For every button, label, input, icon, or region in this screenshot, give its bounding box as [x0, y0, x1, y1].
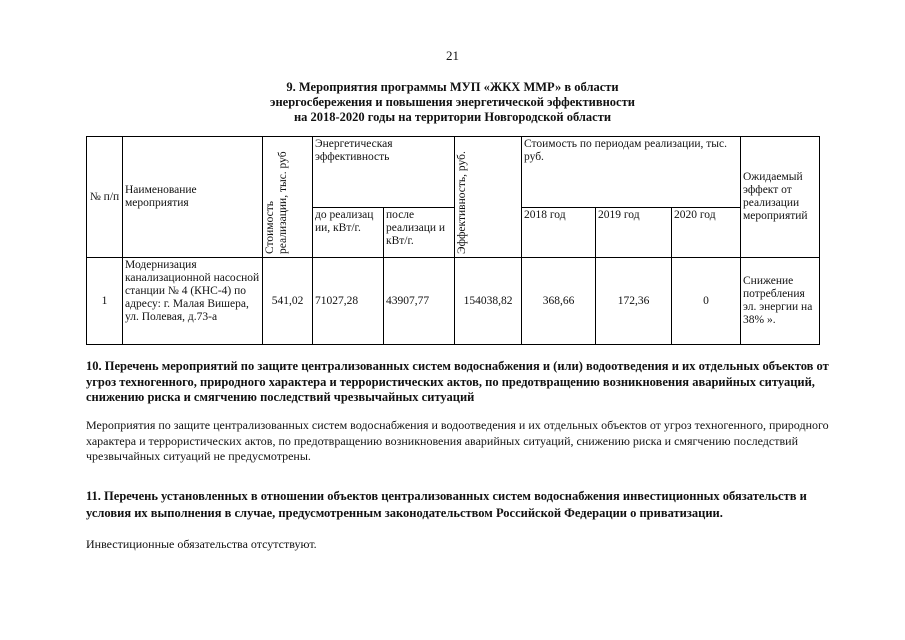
header-efficiency	[455, 137, 522, 258]
header-num: № п/п	[87, 137, 123, 258]
cell-2020: 0	[672, 258, 741, 345]
header-period-cost: Стоимость по периодам реализации, тыс. руб.	[522, 137, 741, 208]
cell-after: 43907,77	[384, 258, 455, 345]
cell-cost: 541,02	[263, 258, 313, 345]
section-9-title	[0, 80, 905, 125]
header-energy: Энергетическая эффективность	[313, 137, 455, 208]
header-cost	[263, 137, 313, 258]
measures-table	[86, 136, 820, 345]
cell-num: 1	[87, 258, 123, 345]
header-cost-text: Стоимость реализации, тыс. руб	[264, 151, 289, 254]
cell-2019: 172,36	[596, 258, 672, 345]
cell-2018: 368,66	[522, 258, 596, 345]
page-number: 21	[446, 48, 459, 63]
section-9-title-line-2: энергосбережения и повышения энергетической эффективности	[270, 95, 635, 109]
header-2020: 2020 год	[672, 207, 741, 257]
header-after: после реализаци и кВт/г.	[384, 207, 455, 257]
section-10-title: 10. Перечень мероприятий по защите централизованных систем водоснабжения и (или) водоотведения и их отдельных объектов от угроз техногенного, природного характера и террористических актов, по предотвращению возникновения аварийных ситуаций, снижению риска и смягчению последствий чрезвычайных ситуаций	[86, 359, 829, 404]
section-9-title-line-3: на 2018-2020 годы на территории Новгородской области	[293, 110, 612, 124]
section-10-body: Мероприятия по защите централизованных систем водоснабжения и водоотведения и их отдельных объектов от угроз техногенного, природного характера и террористических актов, по предотвращению возникновения аварийных ситуаций, снижению риска и смягчению последствий чрезвычайных ситуаций не предусмотрены.	[86, 418, 829, 463]
cell-before: 71027,28	[313, 258, 384, 345]
header-name: Наименование мероприятия	[123, 137, 263, 258]
section-11-title: 11. Перечень установленных в отношении объектов централизованных систем водоснабжения инвестиционных обязательств и условия их выполнения в случае, предусмотренным законодательством Российской Федерации о приватизации.	[86, 489, 807, 520]
header-before: до реализац ии, кВт/г.	[313, 207, 384, 257]
header-2018: 2018 год	[522, 207, 596, 257]
header-efficiency-text: Эффективность, руб.	[456, 151, 468, 254]
section-11-body: Инвестиционные обязательства отсутствуют.	[86, 537, 317, 551]
header-expected: Ожидаемый эффект от реализации мероприятий	[741, 137, 820, 258]
cell-efficiency: 154038,82	[455, 258, 522, 345]
section-9-title-line-1: 9. Мероприятия программы МУП «ЖКХ ММР» в области	[286, 80, 619, 94]
header-2019: 2019 год	[596, 207, 672, 257]
cell-expected: Снижение потребления эл. энергии на 38% ».	[741, 258, 820, 345]
cell-name: Модернизация канализационной насосной станции № 4 (КНС-4) по адресу: г. Малая Вишера, ул. Полевая, д.73-а	[123, 258, 263, 345]
table-row	[87, 258, 820, 345]
